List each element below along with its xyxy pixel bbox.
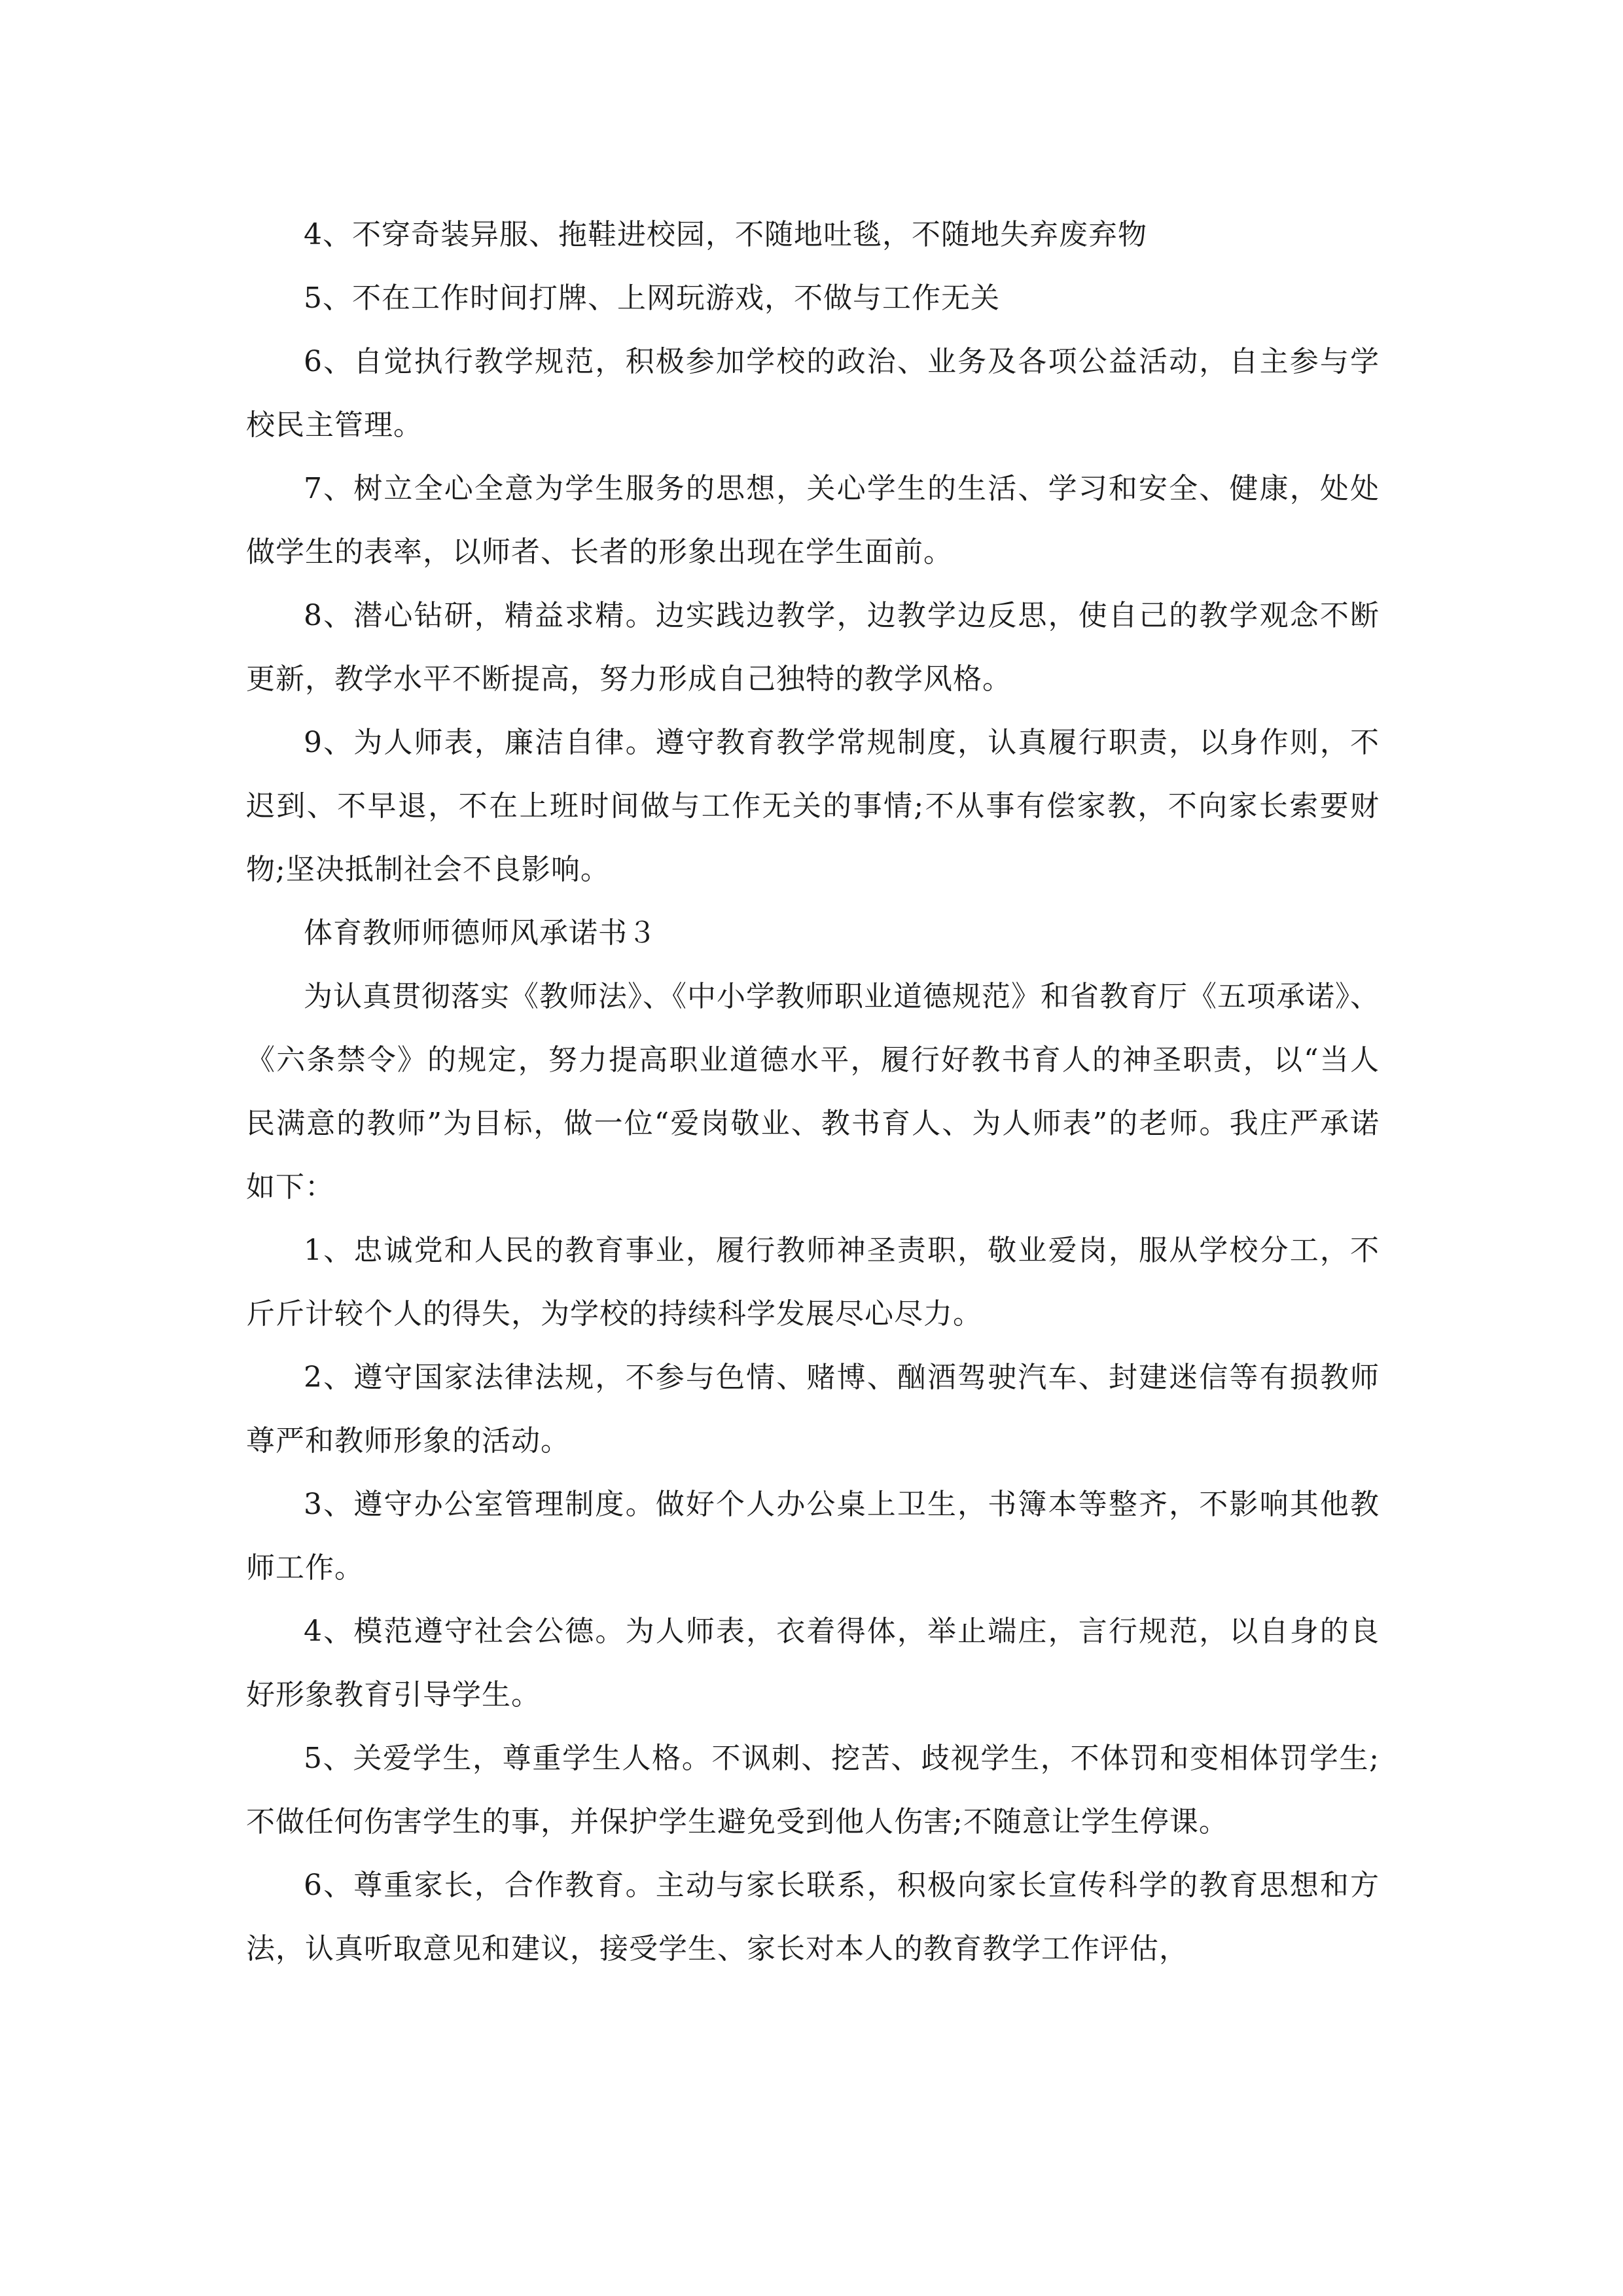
pledge-item-2: 2、遵守国家法律法规，不参与色情、赌博、酗酒驾驶汽车、封建迷信等有损教师尊严和教师形象的活动。 [246, 1361, 1380, 1458]
intro-paragraph: 为认真贯彻落实《教师法》、《中小学教师职业道德规范》和省教育厅《五项承诺》、《六条禁令》的规定，努力提高职业道德水平，履行好教书育人的神圣职责，以“当人民满意的教师”为目标，做一位“爱岗敬业、教书育人、为人师表”的老师。我庄严承诺如下： [246, 980, 1380, 1204]
pledge-item-3: 3、遵守办公室管理制度。做好个人办公桌上卫生，书簿本等整齐，不影响其他教师工作。 [246, 1488, 1380, 1585]
pledge-item-5: 5、关爱学生，尊重学生人格。不讽刺、挖苦、歧视学生，不体罚和变相体罚学生;不做任何伤害学生的事，并保护学生避免受到他人伤害;不随意让学生停课。 [246, 1742, 1380, 1839]
pledge-item-4: 4、模范遵守社会公德。为人师表，衣着得体，举止端庄，言行规范，以自身的良好形象教育引导学生。 [246, 1615, 1380, 1712]
section-title: 体育教师师德师风承诺书３ [304, 916, 657, 950]
paragraph-item-4: 4、不穿奇装异服、拖鞋进校园，不随地吐毯，不随地失弃废弃物 [304, 218, 1147, 251]
paragraph-item-7: 7、树立全心全意为学生服务的思想，关心学生的生活、学习和安全、健康，处处做学生的表率，以师者、长者的形象出现在学生面前。 [246, 472, 1380, 569]
document-page [246, 203, 1380, 1981]
paragraph-item-9: 9、为人师表，廉洁自律。遵守教育教学常规制度，认真履行职责，以身作则，不迟到、不早退，不在上班时间做与工作无关的事情;不从事有偿家教，不向家长索要财物;坚决抵制社会不良影响。 [246, 726, 1380, 886]
paragraph-item-6: 6、自觉执行教学规范，积极参加学校的政治、业务及各项公益活动，自主参与学校民主管理。 [246, 345, 1380, 442]
pledge-item-6: 6、尊重家长，合作教育。主动与家长联系，积极向家长宣传科学的教育思想和方法，认真听取意见和建议，接受学生、家长对本人的教育教学工作评估， [246, 1869, 1380, 1965]
paragraph-item-8: 8、潜心钻研，精益求精。边实践边教学，边教学边反思，使自己的教学观念不断更新，教学水平不断提高，努力形成自己独特的教学风格。 [246, 599, 1380, 696]
paragraph-item-5: 5、不在工作时间打牌、上网玩游戏，不做与工作无关 [304, 281, 1000, 315]
pledge-item-1: 1、忠诚党和人民的教育事业，履行教师神圣责职，敬业爱岗，服从学校分工，不斤斤计较个人的得失，为学校的持续科学发展尽心尽力。 [246, 1234, 1380, 1331]
